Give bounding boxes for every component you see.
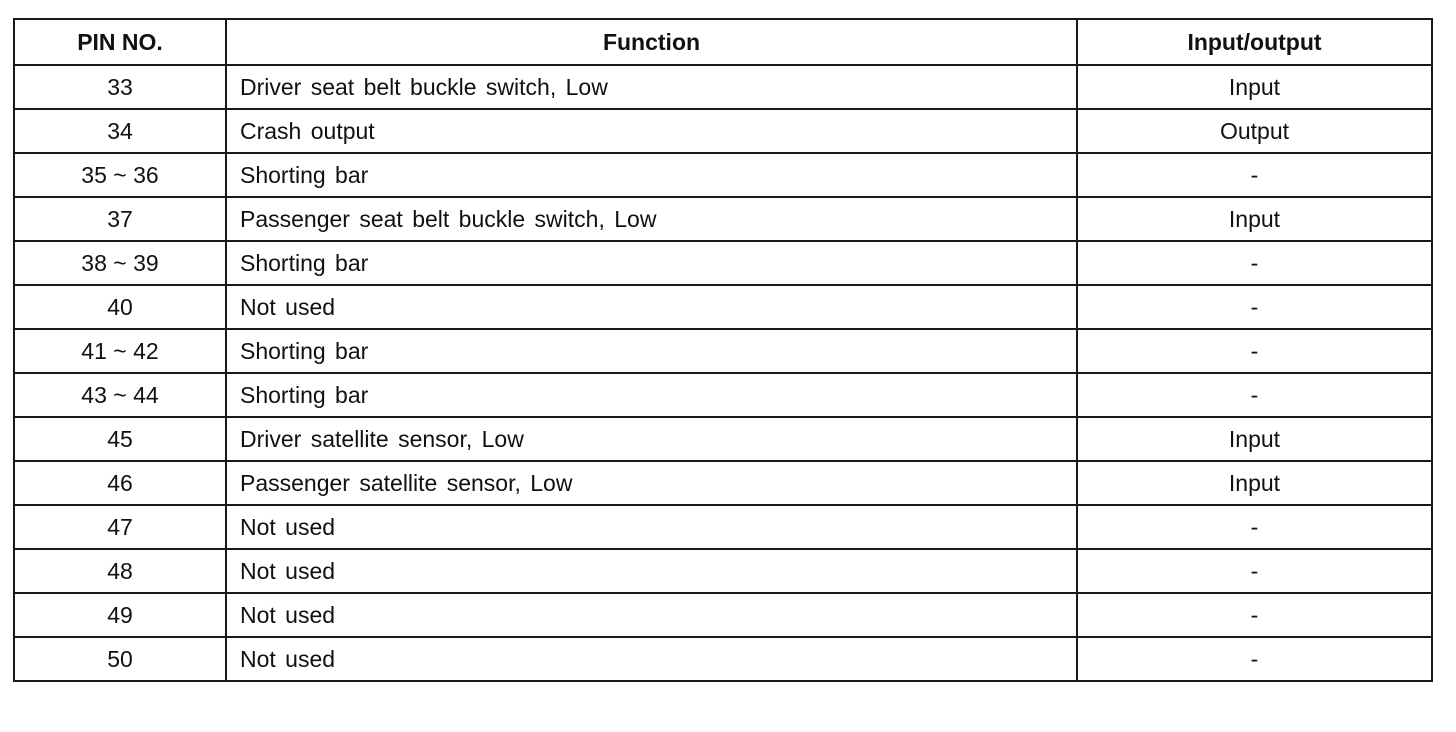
input-output-cell: Input: [1077, 417, 1432, 461]
function-cell: Passenger satellite sensor, Low: [226, 461, 1077, 505]
table-row: [14, 285, 1432, 329]
function-cell: Shorting bar: [226, 241, 1077, 285]
function-cell: Shorting bar: [226, 329, 1077, 373]
table-row: [14, 461, 1432, 505]
pin-number-cell: 43 ~ 44: [14, 373, 226, 417]
input-output-cell: Output: [1077, 109, 1432, 153]
function-cell: Driver seat belt buckle switch, Low: [226, 65, 1077, 109]
pin-number-cell: 49: [14, 593, 226, 637]
function-cell: Not used: [226, 505, 1077, 549]
header-pin-no: PIN NO.: [14, 19, 226, 65]
header-row: [14, 19, 1432, 65]
table-row: [14, 65, 1432, 109]
input-output-cell: Input: [1077, 461, 1432, 505]
function-cell: Not used: [226, 593, 1077, 637]
table-row: [14, 593, 1432, 637]
input-output-cell: -: [1077, 285, 1432, 329]
function-cell: Not used: [226, 637, 1077, 681]
input-output-cell: -: [1077, 637, 1432, 681]
input-output-cell: -: [1077, 329, 1432, 373]
function-cell: Not used: [226, 549, 1077, 593]
table-row: [14, 329, 1432, 373]
function-cell: Not used: [226, 285, 1077, 329]
input-output-cell: -: [1077, 505, 1432, 549]
pin-number-cell: 48: [14, 549, 226, 593]
function-cell: Shorting bar: [226, 153, 1077, 197]
pin-number-cell: 37: [14, 197, 226, 241]
pin-number-cell: 45: [14, 417, 226, 461]
table-row: [14, 505, 1432, 549]
table-row: [14, 549, 1432, 593]
pin-number-cell: 33: [14, 65, 226, 109]
pin-number-cell: 50: [14, 637, 226, 681]
table-row: [14, 197, 1432, 241]
function-cell: Driver satellite sensor, Low: [226, 417, 1077, 461]
input-output-cell: -: [1077, 549, 1432, 593]
pin-number-cell: 41 ~ 42: [14, 329, 226, 373]
table-header: [14, 19, 1432, 65]
table-row: [14, 417, 1432, 461]
input-output-cell: -: [1077, 241, 1432, 285]
table-row: [14, 637, 1432, 681]
input-output-cell: -: [1077, 593, 1432, 637]
pin-number-cell: 40: [14, 285, 226, 329]
function-cell: Passenger seat belt buckle switch, Low: [226, 197, 1077, 241]
function-cell: Shorting bar: [226, 373, 1077, 417]
pin-number-cell: 35 ~ 36: [14, 153, 226, 197]
pin-number-cell: 46: [14, 461, 226, 505]
pin-function-table: [13, 18, 1433, 682]
table-row: [14, 373, 1432, 417]
input-output-cell: Input: [1077, 197, 1432, 241]
table-row: [14, 241, 1432, 285]
function-cell: Crash output: [226, 109, 1077, 153]
pin-number-cell: 47: [14, 505, 226, 549]
input-output-cell: -: [1077, 153, 1432, 197]
table-row: [14, 109, 1432, 153]
table-body: [14, 65, 1432, 681]
header-input-output: Input/output: [1077, 19, 1432, 65]
input-output-cell: -: [1077, 373, 1432, 417]
pin-number-cell: 34: [14, 109, 226, 153]
header-function: Function: [226, 19, 1077, 65]
input-output-cell: Input: [1077, 65, 1432, 109]
table-row: [14, 153, 1432, 197]
pin-number-cell: 38 ~ 39: [14, 241, 226, 285]
